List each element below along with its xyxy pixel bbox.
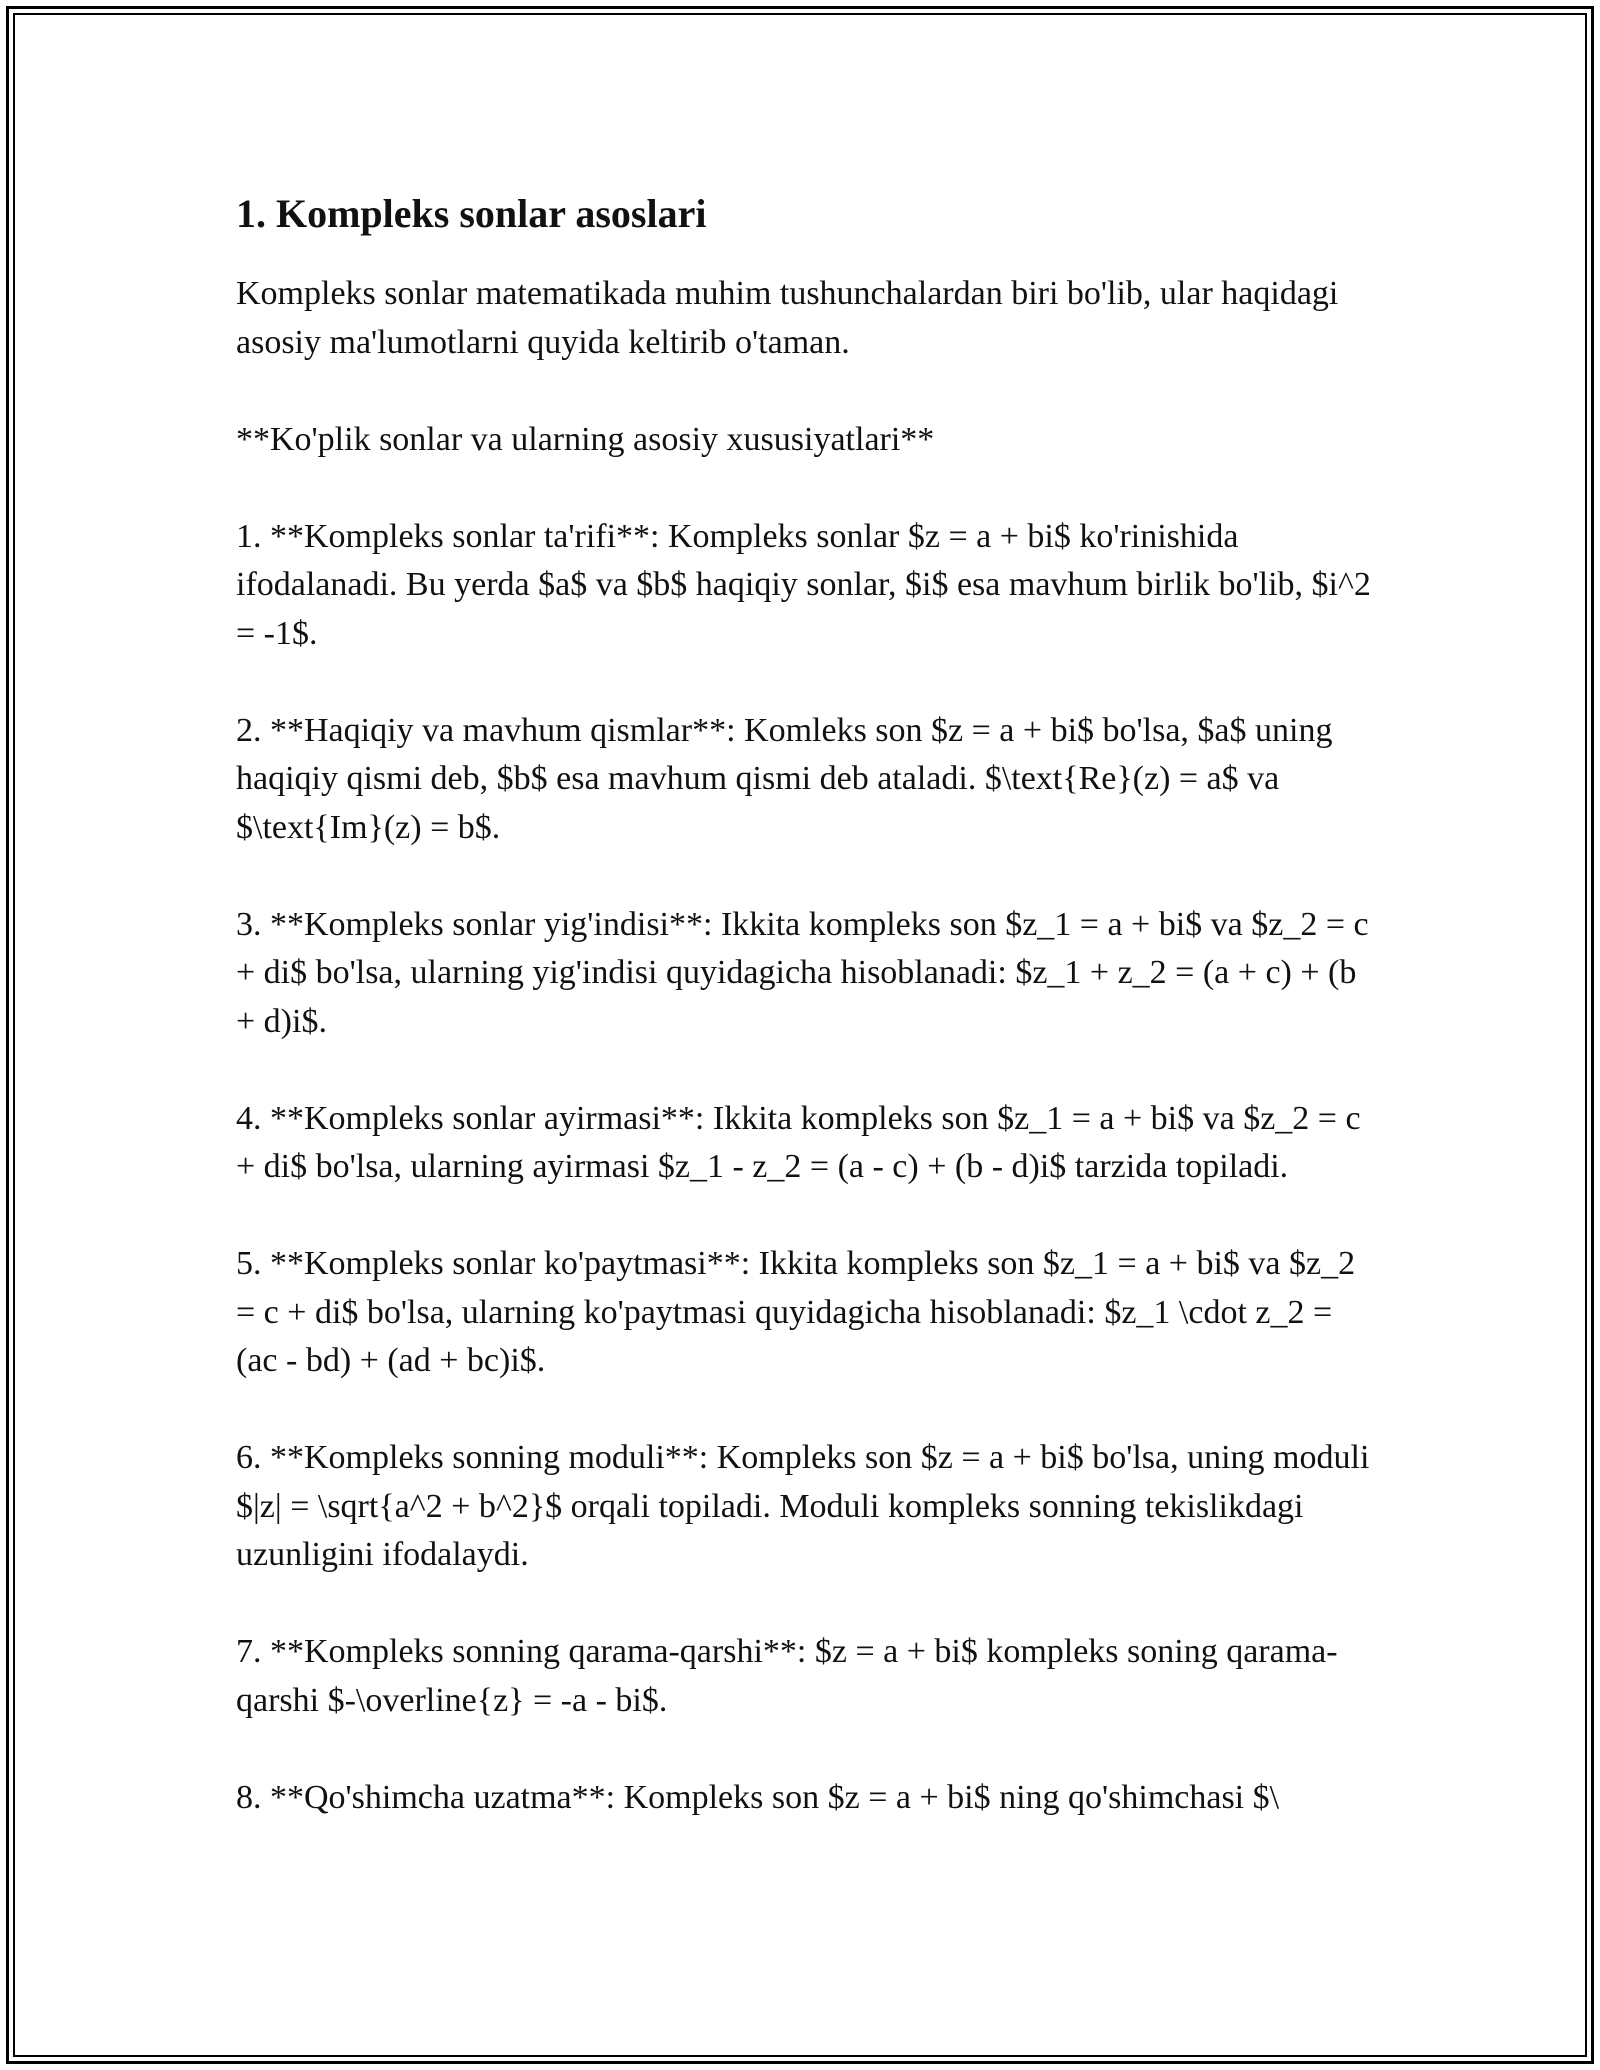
list-item-5: 5. **Kompleks sonlar ko'paytmasi**: Ikkita kompleks son $z_1 = a + bi$ va $z_2 = c + di$ bo'lsa, ularning ko'paytmasi quyidagicha hisoblanadi: $z_1 \cdot z_2 = (ac - bd) + (ad + bc)i$.: [236, 1245, 1356, 1379]
document-title: 1. Kompleks sonlar asoslari: [236, 191, 707, 236]
section-heading: **Ko'plik sonlar va ularning asosiy xususiyatlari**: [236, 420, 935, 458]
list-item-7: 7. **Kompleks sonning qarama-qarshi**: $z = a + bi$ kompleks soning qarama-qarshi $-\overline{z} = -a - bi$.: [236, 1633, 1338, 1719]
intro-paragraph: Kompleks sonlar matematikada muhim tushunchalardan biri bo'lib, ular haqidagi asosiy ma'lumotlarni quyida keltirib o'taman.: [236, 275, 1339, 361]
list-item-8: 8. **Qo'shimcha uzatma**: Kompleks son $z = a + bi$ ning qo'shimchasi $\: [236, 1778, 1280, 1816]
list-item-6: 6. **Kompleks sonning moduli**: Kompleks son $z = a + bi$ bo'lsa, uning moduli $|z| = \sqrt{a^2 + b^2}$ orqali topiladi. Moduli kompleks sonning tekislikdagi uzunligini ifodalaydi.: [236, 1439, 1370, 1573]
document-body: [236, 186, 1376, 1871]
list-item-2: 2. **Haqiqiy va mavhum qismlar**: Komleks son $z = a + bi$ bo'lsa, $a$ uning haqiqiy qismi deb, $b$ esa mavhum qismi deb ataladi. $\text{Re}(z) = a$ va $\text{Im}(z) = b$.: [236, 711, 1333, 846]
list-item-1: 1. **Kompleks sonlar ta'rifi**: Kompleks sonlar $z = a + bi$ ko'rinishida ifodalanadi. Bu yerda $a$ va $b$ haqiqiy sonlar, $i$ esa mavhum birlik bo'lib, $i^2 = -1$.: [236, 517, 1371, 652]
list-item-4: 4. **Kompleks sonlar ayirmasi**: Ikkita kompleks son $z_1 = a + bi$ va $z_2 = c + di$ bo'lsa, ularning ayirmasi $z_1 - z_2 = (a - c) + (b - d)i$ tarzida topiladi.: [236, 1099, 1361, 1185]
list-item-3: 3. **Kompleks sonlar yig'indisi**: Ikkita kompleks son $z_1 = a + bi$ va $z_2 = c + di$ bo'lsa, ularning yig'indisi quyidagicha hisoblanadi: $z_1 + z_2 = (a + c) + (b + d)i$.: [236, 905, 1369, 1040]
